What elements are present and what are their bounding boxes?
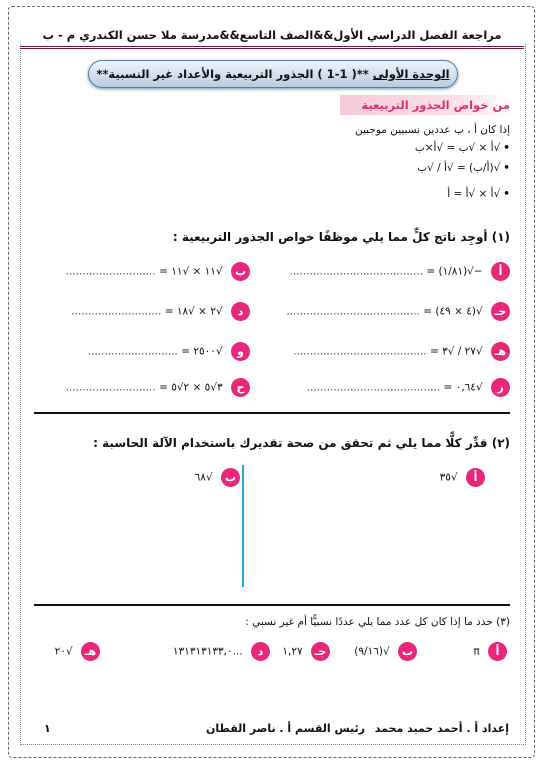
q1-badge-a: أ xyxy=(491,262,510,281)
q3-expr-e: √٢٠ xyxy=(54,645,73,658)
q1-badge-h: ح xyxy=(231,378,250,397)
properties-title: من خواص الجذور التربيعية xyxy=(340,95,514,115)
q3-item-b xyxy=(354,642,417,661)
footer-prepared: إعداد أ . أحمد حميد محمد xyxy=(374,722,509,735)
q3-expr-c: ١,٢٧ xyxy=(282,645,303,658)
q3-expr-b: √(٩/١٦) xyxy=(354,645,390,658)
q1-badge-b: ب xyxy=(231,262,250,281)
unit-label: الوحدة الأولى xyxy=(372,67,450,81)
q2-expr-a: √٣٥ xyxy=(439,471,458,484)
q1-item-h xyxy=(66,378,250,397)
q1-badge-c: جـ xyxy=(491,302,510,321)
q1-blank-g: ........................................ xyxy=(306,381,441,394)
q1-badge-d: د xyxy=(231,302,250,321)
q3-item-c xyxy=(282,642,330,661)
q1-blank-f: ........................... xyxy=(87,345,178,358)
q1-title: (١) أوجِد ناتج كلٍّ مما يلي موظفًا خواص الجذور التربيعية : xyxy=(172,230,510,244)
q1-expr-g: √٠,٦٤ = xyxy=(443,381,483,394)
q3-badge-e: هـ xyxy=(81,642,100,661)
q2-column-divider xyxy=(242,465,244,587)
page-number: ١ xyxy=(44,722,51,735)
q3-title: (٣) حدد ما إذا كان كل عدد مما يلي عددًا نسبيًّا أم غير نسبي : xyxy=(245,616,510,628)
q2-expr-b: √٦٨ xyxy=(194,471,213,484)
q1-item-d xyxy=(71,302,250,321)
q3-item-a xyxy=(473,642,507,661)
q1-blank-b: ........................... xyxy=(65,265,156,278)
q1-item-g xyxy=(307,378,510,397)
q3-expr-d: ...١٣١٣١٣١٣٣,٠ xyxy=(172,645,243,658)
q2-title: (٢) قدِّر كلًّا مما يلي ثم تحقق من صحة تقديرك باستخدام الآلة الحاسبة : xyxy=(93,436,510,450)
divider-2 xyxy=(34,604,510,606)
unit-subtitle: **( 1-1 ) الجذور التربيعية والأعداد غير النسبية** xyxy=(96,67,373,81)
q3-item-e xyxy=(55,642,100,661)
property-2: •√(أ/ب) = √أ / √ب xyxy=(417,162,510,174)
q1-item-a xyxy=(290,262,511,281)
q1-expr-d: √٢ × √١٨ = xyxy=(164,305,223,318)
header-divider xyxy=(20,46,524,49)
q1-blank-a: ........................................ xyxy=(289,265,424,278)
q1-expr-e: √٢٧ / √٣ = xyxy=(429,345,483,358)
q1-expr-c: √(٤ × ٤٩) = xyxy=(423,305,483,318)
q1-badge-g: ز xyxy=(491,378,510,397)
q3-badge-c: جـ xyxy=(311,642,330,661)
property-1: •√أ × √ب = √أ×ب xyxy=(414,142,510,154)
q3-badge-a: أ xyxy=(488,642,507,661)
q2-badge-b: ب xyxy=(221,468,240,487)
q2-item-a xyxy=(440,468,485,487)
q1-expr-b: √١١ × √١١ = xyxy=(159,265,223,278)
q1-badge-f: و xyxy=(231,342,250,361)
divider-1 xyxy=(34,412,510,414)
properties-intro: إذا كان أ ، ب عددين نسبيين موجبين xyxy=(355,124,510,136)
q3-badge-d: د xyxy=(251,642,270,661)
q1-expr-a: −√(١/٨١) = xyxy=(426,265,483,278)
q1-item-b xyxy=(66,262,250,281)
property-3: •√أ × √أ = أ xyxy=(447,188,510,200)
q3-expr-a: π xyxy=(473,645,480,658)
q1-blank-e: ........................................ xyxy=(293,345,427,358)
q2-badge-a: أ xyxy=(466,468,485,487)
q1-expr-f: √٢٥٠٠ = xyxy=(181,345,223,358)
q2-item-b xyxy=(195,468,240,487)
unit-title xyxy=(88,60,458,88)
q1-item-e xyxy=(293,342,510,361)
page-header: مراجعة الفصل الدراسي الأول&&الصف التاسع&&مدرسة ملا حسن الكندري م - ب xyxy=(42,28,502,42)
q1-blank-d: ........................... xyxy=(71,305,162,318)
q1-item-f xyxy=(88,342,250,361)
q1-expr-h: ٣√٥ × ٢√٥ = xyxy=(159,381,223,394)
q1-badge-e: هـ xyxy=(491,342,510,361)
footer-head: رئيس القسم أ . ناصر القطان xyxy=(205,722,365,735)
q1-blank-c: ........................................ xyxy=(286,305,420,318)
q1-item-c xyxy=(286,302,510,321)
q3-item-d xyxy=(173,642,270,661)
q1-blank-h: ........................... xyxy=(65,381,156,394)
q3-badge-b: ب xyxy=(398,642,417,661)
